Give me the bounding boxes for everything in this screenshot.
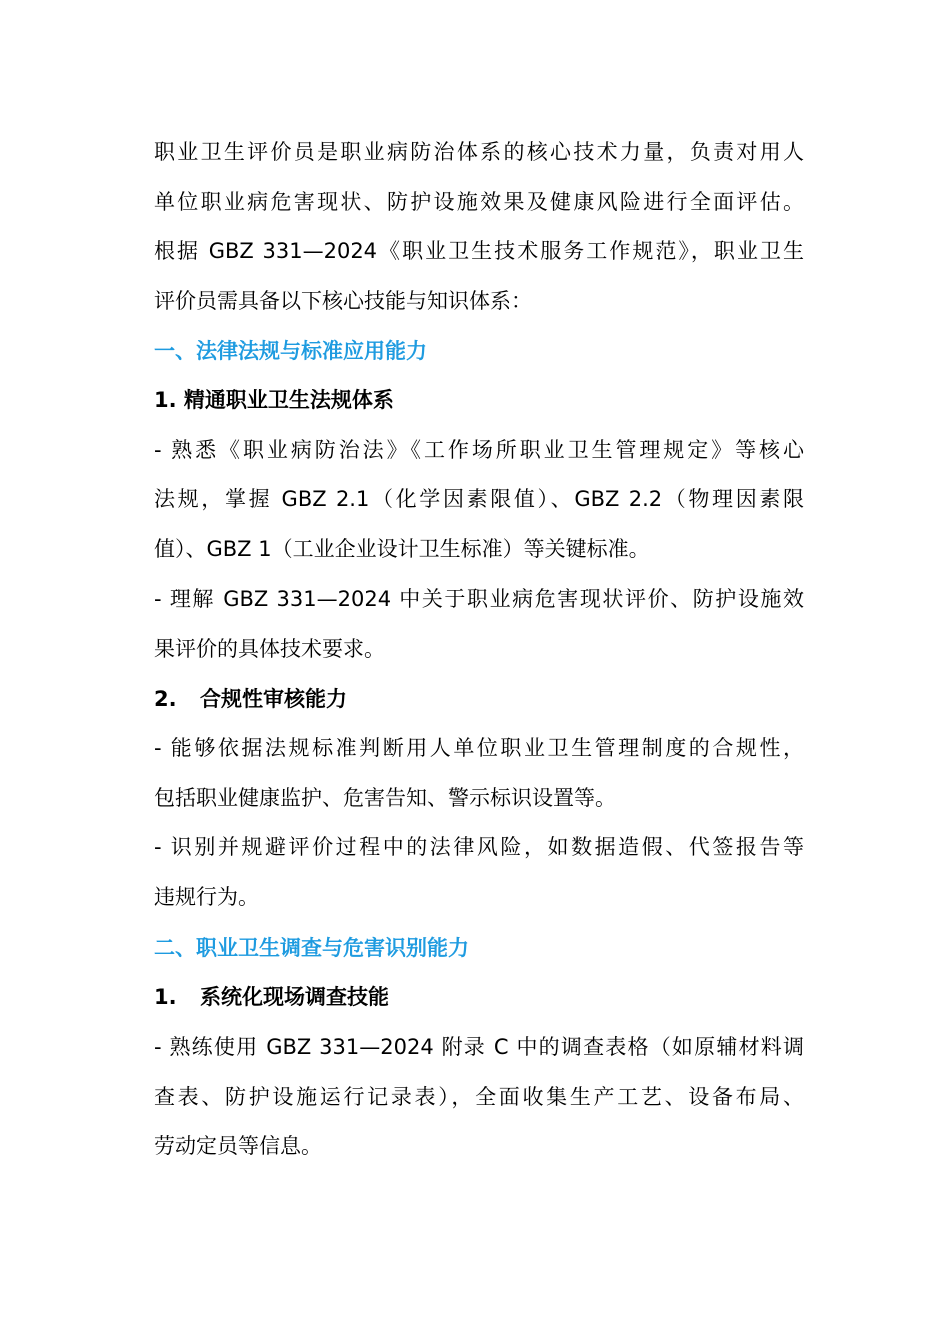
paragraph-line: - 熟练使用 GBZ 331—2024 附录 C 中的调查表格（如原辅材料调	[154, 1035, 804, 1059]
subheading-number: 1.	[154, 985, 177, 1009]
paragraph-line: - 熟悉《职业病防治法》《工作场所职业卫生管理规定》等核心	[154, 438, 804, 462]
paragraph-line: 法规，掌握 GBZ 2.1（化学因素限值）、GBZ 2.2（物理因素限	[154, 487, 804, 511]
intro-line-1: 职业卫生评价员是职业病防治体系的核心技术力量，负责对用人	[154, 140, 804, 164]
paragraph-line: - 能够依据法规标准判断用人单位职业卫生管理制度的合规性，	[154, 736, 804, 760]
paragraph-line: 劳动定员等信息。	[154, 1134, 322, 1158]
paragraph-line: 包括职业健康监护、危害告知、警示标识设置等。	[154, 786, 616, 810]
subheading-2-1	[154, 980, 804, 1014]
subheading-title: 系统化现场调查技能	[200, 985, 389, 1009]
intro-line-3: 根据 GBZ 331—2024《职业卫生技术服务工作规范》，职业卫生	[154, 239, 804, 263]
paragraph-line: 值）、GBZ 1（工业企业设计卫生标准）等关键标准。	[154, 537, 650, 561]
paragraph-line: 违规行为。	[154, 885, 259, 909]
subheading-1-2	[154, 682, 804, 716]
section-heading-2: 二、职业卫生调查与危害识别能力	[154, 936, 469, 960]
paragraph-line: 果评价的具体技术要求。	[154, 637, 385, 661]
paragraph-line: - 理解 GBZ 331—2024 中关于职业病危害现状评价、防护设施效	[154, 587, 804, 611]
paragraph-line: 查表、防护设施运行记录表），全面收集生产工艺、设备布局、	[154, 1085, 804, 1109]
subheading-title: 合规性审核能力	[200, 687, 347, 711]
paragraph-line: - 识别并规避评价过程中的法律风险，如数据造假、代签报告等	[154, 835, 804, 859]
subheading-1-1: 1. 精通职业卫生法规体系	[154, 388, 394, 412]
intro-line-2: 单位职业病危害现状、防护设施效果及健康风险进行全面评估。	[154, 190, 804, 214]
section-heading-1: 一、法律法规与标准应用能力	[154, 339, 427, 363]
intro-line-4: 评价员需具备以下核心技能与知识体系：	[154, 289, 532, 313]
subheading-number: 2.	[154, 687, 177, 711]
